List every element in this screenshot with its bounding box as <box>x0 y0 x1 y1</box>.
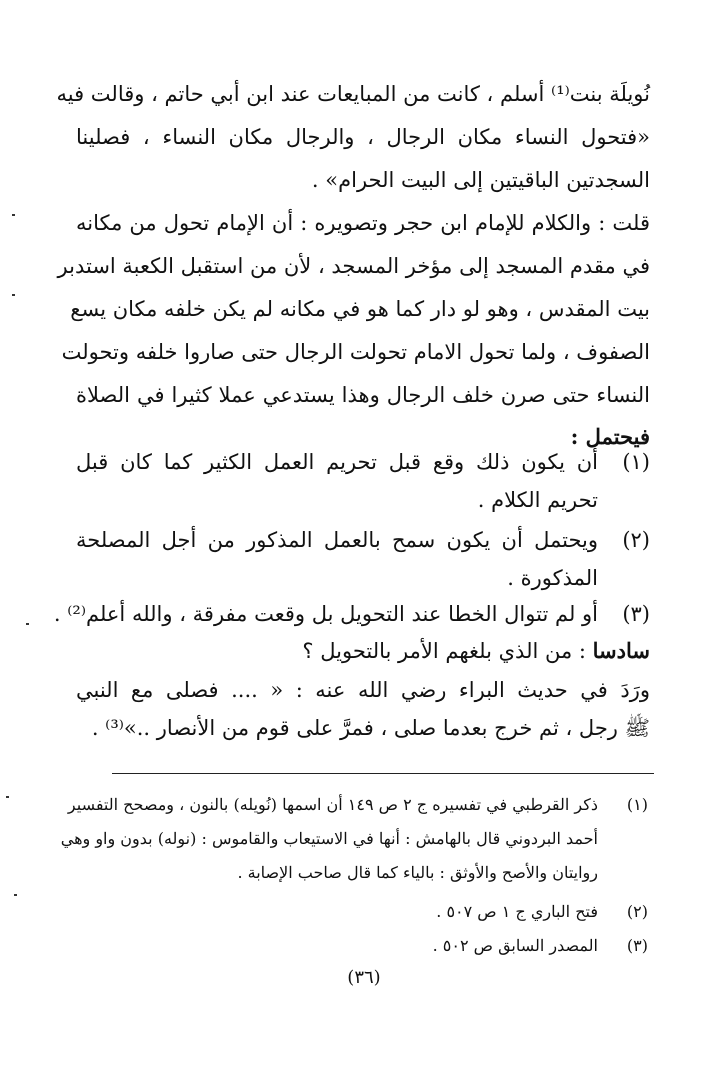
scan-speck <box>6 796 9 798</box>
page-number: (٣٦) <box>347 967 381 988</box>
item-2-line-1: ويحتمل أن يكون سمح بالعمل المذكور من أجل المصلحة <box>76 528 598 552</box>
item-1-line-2: تحريم الكلام . <box>477 488 598 512</box>
body-line-5: في مقدم المسجد إلى مؤخر المسجد ، لأن من استقبل الكعبة استدبر <box>57 254 650 278</box>
footnote-1-line-2: أحمد البردوني قال بالهامش : أنها في الاستيعاب والقاموس : (نوله) بدون واو وهي <box>60 829 598 848</box>
item-number-3: (٣) <box>622 602 650 626</box>
section-heading-label: سادسا <box>592 638 650 663</box>
footnote-2-line-1: فتح الباري ج ١ ص ٥٠٧ . <box>436 902 598 921</box>
body-line-9: فيحتمل : <box>570 424 650 449</box>
footnote-number-1: (١) <box>626 795 648 814</box>
body-line-1: نُويلَة بنت⁽¹⁾ أسلم ، كانت من المبايعات عند ابن أبي حاتم ، وقالت فيه <box>56 82 650 106</box>
body-line-3: السجدتين الباقيتين إلى البيت الحرام» . <box>311 168 650 192</box>
footnote-3-line-1: المصدر السابق ص ٥٠٢ . <box>432 936 598 955</box>
item-number-1: (١) <box>622 450 650 474</box>
body-line-8: النساء حتى صرن خلف الرجال وهذا يستدعي عملا كثيرا في الصلاة <box>76 383 650 407</box>
footnote-divider <box>112 773 654 774</box>
item-1-line-1: أن يكون ذلك وقع قبل تحريم العمل الكثير كما كان قبل <box>76 450 598 474</box>
item-2-line-2: المذكورة . <box>507 566 598 590</box>
closing-line-2: ﷺ رجل ، ثم خرج بعدما صلى ، فمرَّ على قوم من الأنصار ..»⁽³⁾ . <box>91 716 650 740</box>
item-3-line-1: أو لم تتوال الخطا عند التحويل بل وقعت مفرقة ، والله أعلم⁽²⁾ . <box>53 602 598 626</box>
section-heading <box>76 640 650 662</box>
body-line-4: قلت : والكلام للإمام ابن حجر وتصويره : أن الإمام تحول من مكانه <box>76 211 650 235</box>
body-line-6: بيت المقدس ، وهو لو دار كما هو في مكانه لم يكن خلفه مكان يسع <box>70 297 650 321</box>
footnote-number-2: (٢) <box>626 902 648 921</box>
body-line-7: الصفوف ، ولما تحول الامام تحولت الرجال حتى صاروا خلفه وتحولت <box>61 340 650 364</box>
item-number-2: (٢) <box>622 528 650 552</box>
section-heading-text: : من الذي بلغهم الأمر بالتحويل ؟ <box>302 639 593 663</box>
body-line-2: «فتحول النساء مكان الرجال ، والرجال مكان النساء ، فصلينا <box>76 125 650 149</box>
scan-speck <box>12 214 15 216</box>
closing-line-1: ورَدَ في حديث البراء رضي الله عنه : « .... فصلى مع النبي <box>76 678 650 702</box>
scan-speck <box>26 623 29 625</box>
footnote-1-line-1: ذكر القرطبي في تفسيره ج ٢ ص ١٤٩ أن اسمها (نُويله) بالنون ، ومصحح التفسير <box>67 795 598 814</box>
scan-speck <box>14 894 17 896</box>
footnote-1-line-3: روايتان والأصح والأوثق : بالياء كما قال صاحب الإصابة . <box>237 863 598 882</box>
footnote-number-3: (٣) <box>626 936 648 955</box>
scan-speck <box>12 294 15 296</box>
